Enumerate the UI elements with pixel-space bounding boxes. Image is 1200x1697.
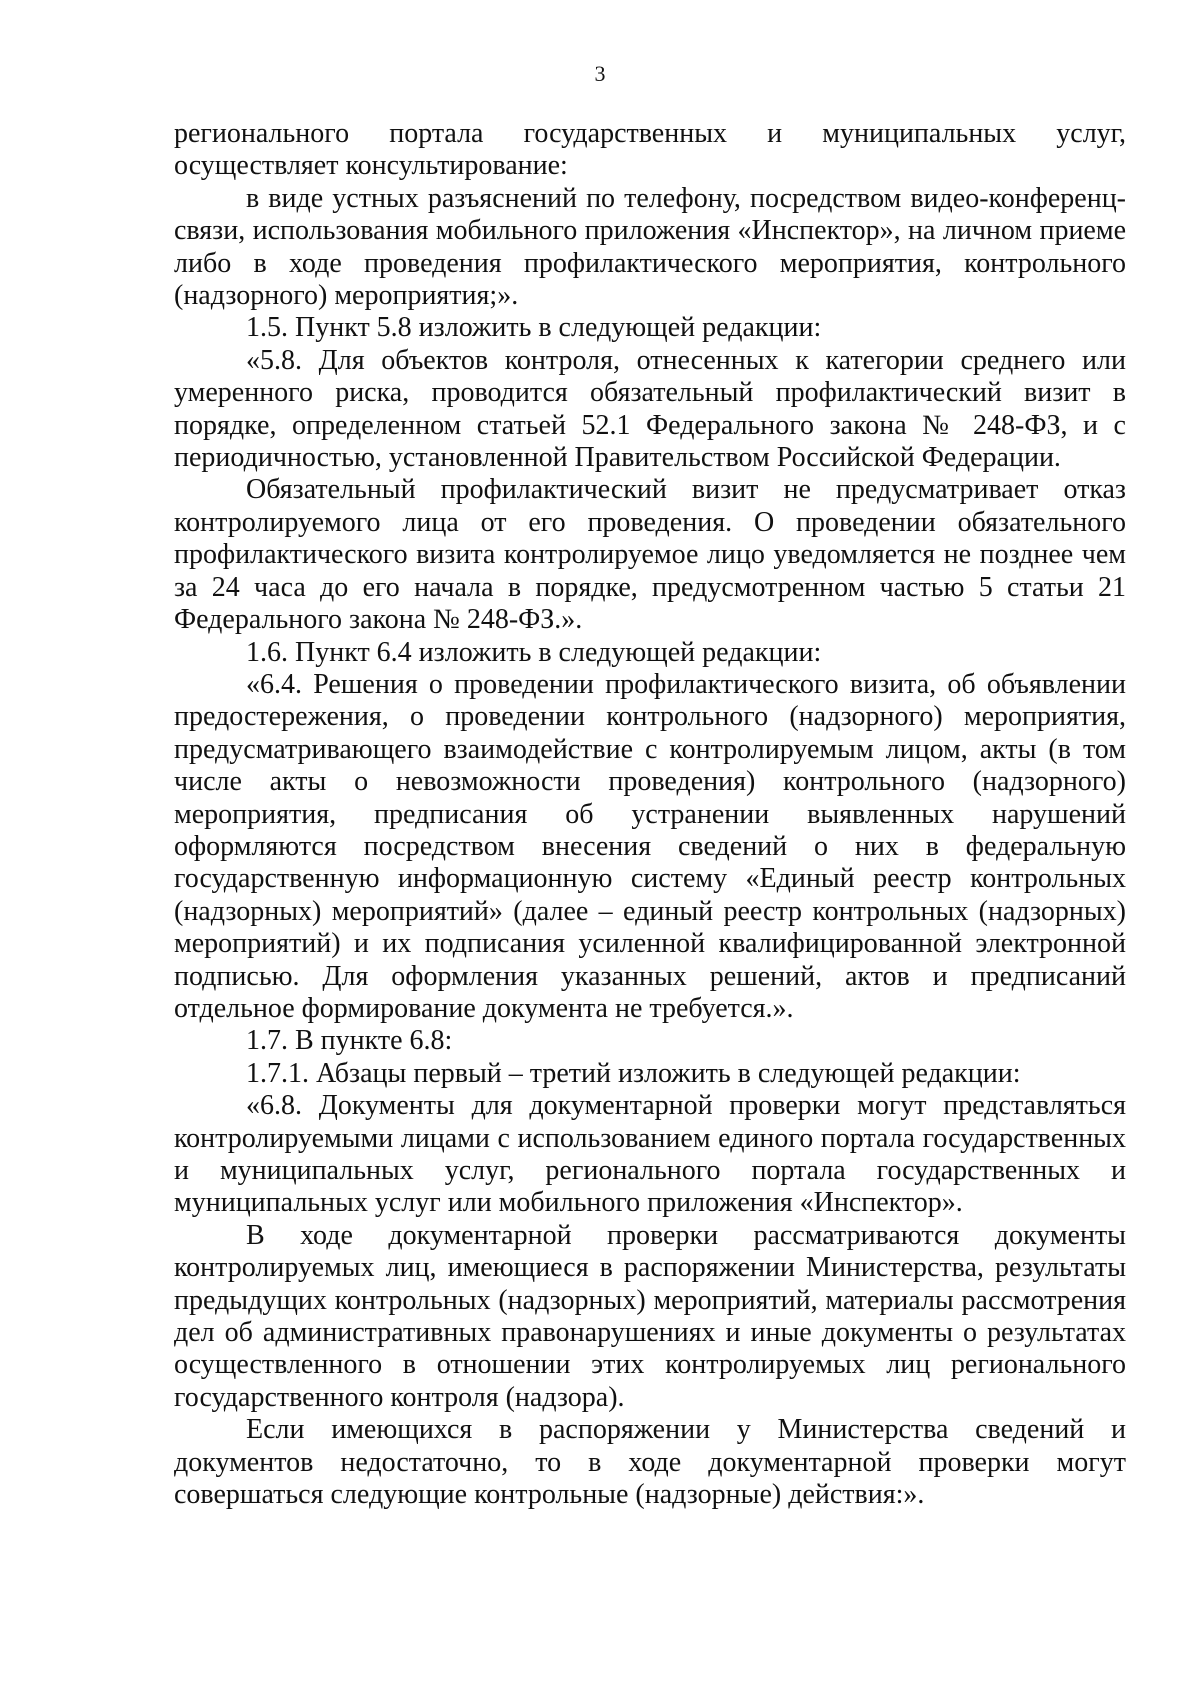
paragraph-6: 1.6. Пункт 6.4 изложить в следующей редакции:	[246, 636, 822, 668]
paragraph-9: 1.7.1. Абзацы первый – третий изложить в следующей редакции:	[246, 1057, 1021, 1089]
paragraph-4: «5.8. Для объектов контроля, отнесенных к категории среднего или умеренного риска, проводится обязательный профилактический визит в порядке, определенном статьей 52.1 Федерального закона № 248-ФЗ, и с периодичностью, установленной Правительством Российской Федерации.	[174, 344, 1126, 474]
paragraph-7: «6.4. Решения о проведении профилактического визита, об объявлении предостережения, о проведении контрольного (надзорного) мероприятия, предусматривающего взаимодействие с контролируемым лицом, акты (в том числе акты о невозможности проведения) контрольного (надзорного) мероприятия, предписания об устранении выявленных нарушений оформляются посредством внесения сведений о них в федеральную государственную информационную систему «Единый реестр контрольных (надзорных) мероприятий» (далее – единый реестр контрольных (надзорных) мероприятий) и их подписания усиленной квалифицированной электронной подписью. Для оформления указанных решений, актов и предписаний отдельное формирование документа не требуется.».	[174, 668, 1126, 1024]
paragraph-12: Если имеющихся в распоряжении у Министерства сведений и документов недостаточно, то в ходе документарной проверки могут совершаться следующие контрольные (надзорные) действия:».	[174, 1414, 1126, 1511]
paragraph-11: В ходе документарной проверки рассматриваются документы контролируемых лиц, имеющиеся в распоряжении Министерства, результаты предыдущих контрольных (надзорных) мероприятий, материалы рассмотрения дел об административных правонарушениях и иные документы о результатах осуществленного в отношении этих контролируемых лиц регионального государственного контроля (надзора).	[174, 1219, 1126, 1413]
paragraph-3: 1.5. Пункт 5.8 изложить в следующей редакции:	[246, 312, 822, 344]
paragraph-2: в виде устных разъяснений по телефону, посредством видео-конференц-связи, использования мобильного приложения «Инспектор», на личном приеме либо в ходе проведения профилактического мероприятия, контрольного (надзорного) мероприятия;».	[174, 182, 1126, 312]
page-number: 3	[594, 61, 606, 86]
document-body	[174, 118, 1126, 1511]
paragraph-10: «6.8. Документы для документарной проверки могут представляться контролируемыми лицами с использованием единого портала государственных и муниципальных услуг, регионального портала государственных и муниципальных услуг или мобильного приложения «Инспектор».	[174, 1090, 1126, 1219]
paragraph-8: 1.7. В пункте 6.8:	[246, 1025, 453, 1057]
paragraph-1: регионального портала государственных и муниципальных услуг, осуществляет консультирование:	[174, 118, 1126, 182]
paragraph-5: Обязательный профилактический визит не предусматривает отказ контролируемого лица от его проведения. О проведении обязательного профилактического визита контролируемое лицо уведомляется не позднее чем за 24 часа до его начала в порядке, предусмотренном частью 5 статьи 21 Федерального закона № 248-ФЗ.».	[174, 474, 1126, 636]
